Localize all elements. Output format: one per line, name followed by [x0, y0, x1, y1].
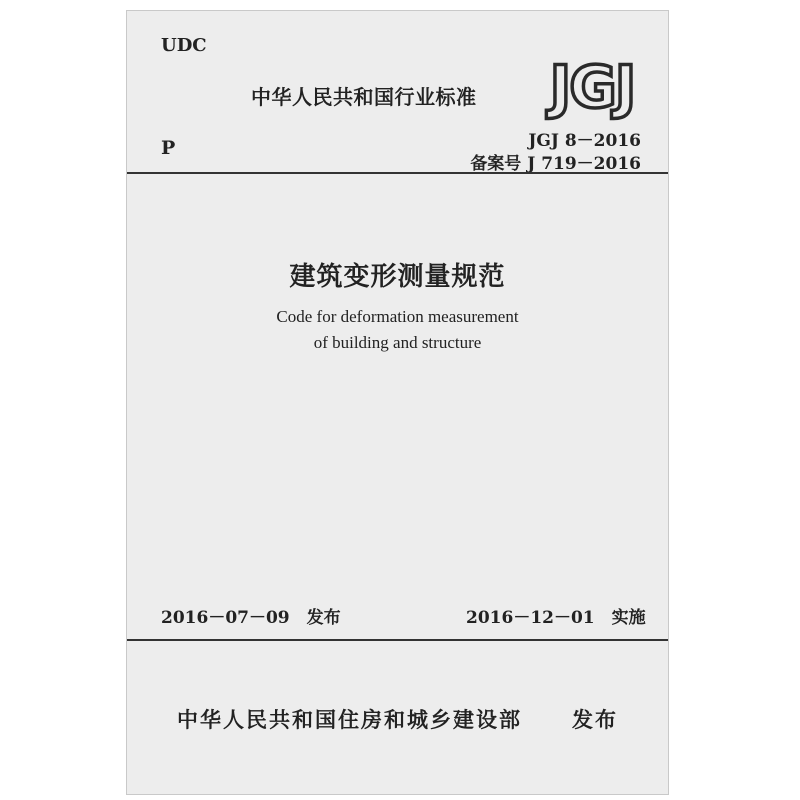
- issue-date: 2016－07－09 发布: [161, 608, 341, 628]
- publish-verb: 发布: [572, 708, 618, 732]
- implementation-date: 2016－12－01 实施: [466, 608, 646, 628]
- title-english-line2: of building and structure: [313, 333, 482, 352]
- footer-divider: [127, 639, 668, 641]
- standard-number: JGJ 8－2016: [528, 131, 641, 151]
- publisher: 中华人民共和国住房和城乡建设部: [177, 708, 522, 732]
- classification-code: P: [161, 137, 176, 159]
- title-chinese: 建筑变形测量规范: [289, 262, 506, 292]
- jgj-logo-text: JGJ: [549, 53, 635, 121]
- header-divider: [127, 172, 668, 174]
- jgj-logo: [542, 49, 642, 121]
- industry-standard-title: 中华人民共和国行业标准: [251, 85, 477, 109]
- udc-label: UDC: [161, 35, 207, 56]
- filing-number: 备案号 J 719－2016: [470, 154, 641, 174]
- title-english-line1: Code for deformation measurement: [276, 307, 519, 326]
- standard-cover: [126, 10, 669, 795]
